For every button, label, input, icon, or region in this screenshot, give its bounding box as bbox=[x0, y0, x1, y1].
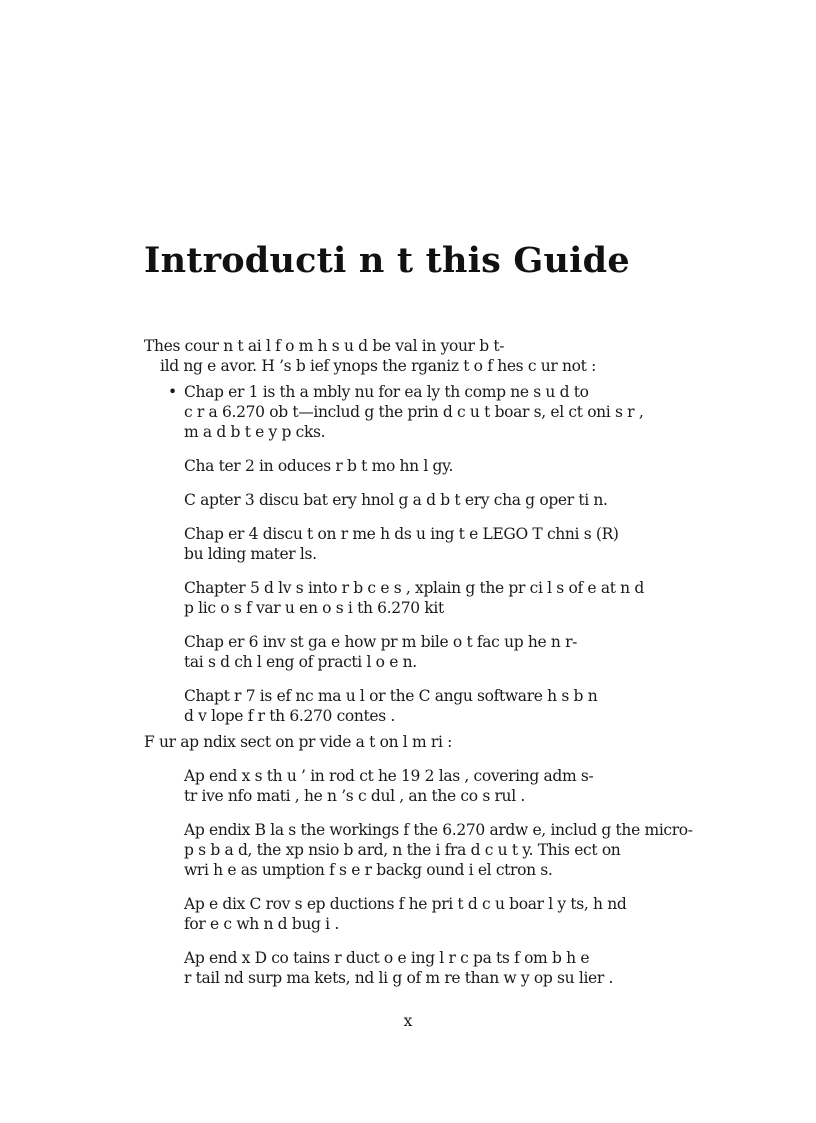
body-text bbox=[144, 336, 724, 988]
list-item-appendix-b bbox=[184, 820, 724, 880]
text-line: for e c wh n d bug i . bbox=[184, 915, 339, 933]
text-line: tr ive nfo mati , he n ’s c dul , an the co s rul . bbox=[184, 787, 525, 805]
list-item-chapter-6 bbox=[184, 632, 724, 672]
text-line: Ap e dix C rov s ep ductions f he pri t d c u boar l y ts, h nd bbox=[184, 895, 627, 913]
list-item-chapter-2 bbox=[184, 456, 724, 476]
text-line: Ap end x s th u ’ in rod ct he 19 2 las , covering adm s- bbox=[184, 767, 594, 785]
text-line: Chap er 1 is th a mbly nu for ea ly th comp ne s u d to bbox=[184, 383, 589, 401]
chapter-list bbox=[144, 382, 724, 726]
text-line: d v lope f r th 6.270 contes . bbox=[184, 707, 395, 725]
text-line: wri h e as umption f s e r backg ound i el ctron s. bbox=[184, 861, 553, 879]
text-line: c r a 6.270 ob t—includ g the prin d c u t boar s, el ct oni s r , bbox=[184, 403, 644, 421]
text-line: C apter 3 discu bat ery hnol g a d b t ery cha g oper ti n. bbox=[184, 491, 608, 509]
text-line: Cha ter 2 in oduces r b t mo hn l gy. bbox=[184, 457, 454, 475]
list-item-appendix-c bbox=[184, 894, 724, 934]
page-number: x bbox=[403, 1012, 413, 1030]
text-line: r tail nd surp ma kets, nd li g of m re than w y op su lier . bbox=[184, 969, 614, 987]
list-item-appendix-d bbox=[184, 948, 724, 988]
text-line: Chap er 6 inv st ga e how pr m bile o t fac up he n r- bbox=[184, 633, 578, 651]
page-title: Introducti n t this Guide bbox=[144, 240, 630, 281]
text-line: tai s d ch l eng of practi l o e n. bbox=[184, 653, 417, 671]
list-item-chapter-3 bbox=[184, 490, 724, 510]
intro-paragraph bbox=[144, 336, 724, 376]
text-line: ild ng e avor. H ’s b ief ynops the rganiz t o f hes c ur not : bbox=[160, 357, 596, 375]
text-line: p lic o s f var u en o s i th 6.270 kit bbox=[184, 599, 444, 617]
list-item-chapter-4 bbox=[184, 524, 724, 564]
text-line: p s b a d, the xp nsio b ard, n the i fra d c u t y. This ect on bbox=[184, 841, 621, 859]
appendix-intro bbox=[144, 732, 724, 752]
text-line: Chapt r 7 is ef nc ma u l or the C angu software h s b n bbox=[184, 687, 598, 705]
list-item-appendix-a bbox=[184, 766, 724, 806]
text-line: bu lding mater ls. bbox=[184, 545, 317, 563]
text-line: Thes cour n t ai l f o m h s u d be val in your b t- bbox=[144, 337, 505, 355]
list-item-chapter-1 bbox=[168, 382, 724, 442]
text-line: Chapter 5 d lv s into r b c e s , xplain g the pr ci l s of e at n d bbox=[184, 579, 644, 597]
appendix-list bbox=[144, 766, 724, 988]
text-line: m a d b t e y p cks. bbox=[184, 423, 326, 441]
list-item-chapter-7 bbox=[184, 686, 724, 726]
bullet-icon: • bbox=[168, 383, 177, 401]
list-item-chapter-5 bbox=[184, 578, 724, 618]
text-line: Ap end x D co tains r duct o e ing l r c pa ts f om b h e bbox=[184, 949, 590, 967]
text-line: F ur ap ndix sect on pr vide a t on l m ri : bbox=[144, 733, 453, 751]
text-line: Chap er 4 discu t on r me h ds u ing t e LEGO T chni s (R) bbox=[184, 525, 619, 543]
text-line: Ap endix B la s the workings f the 6.270 ardw e, includ g the micro- bbox=[184, 821, 693, 839]
